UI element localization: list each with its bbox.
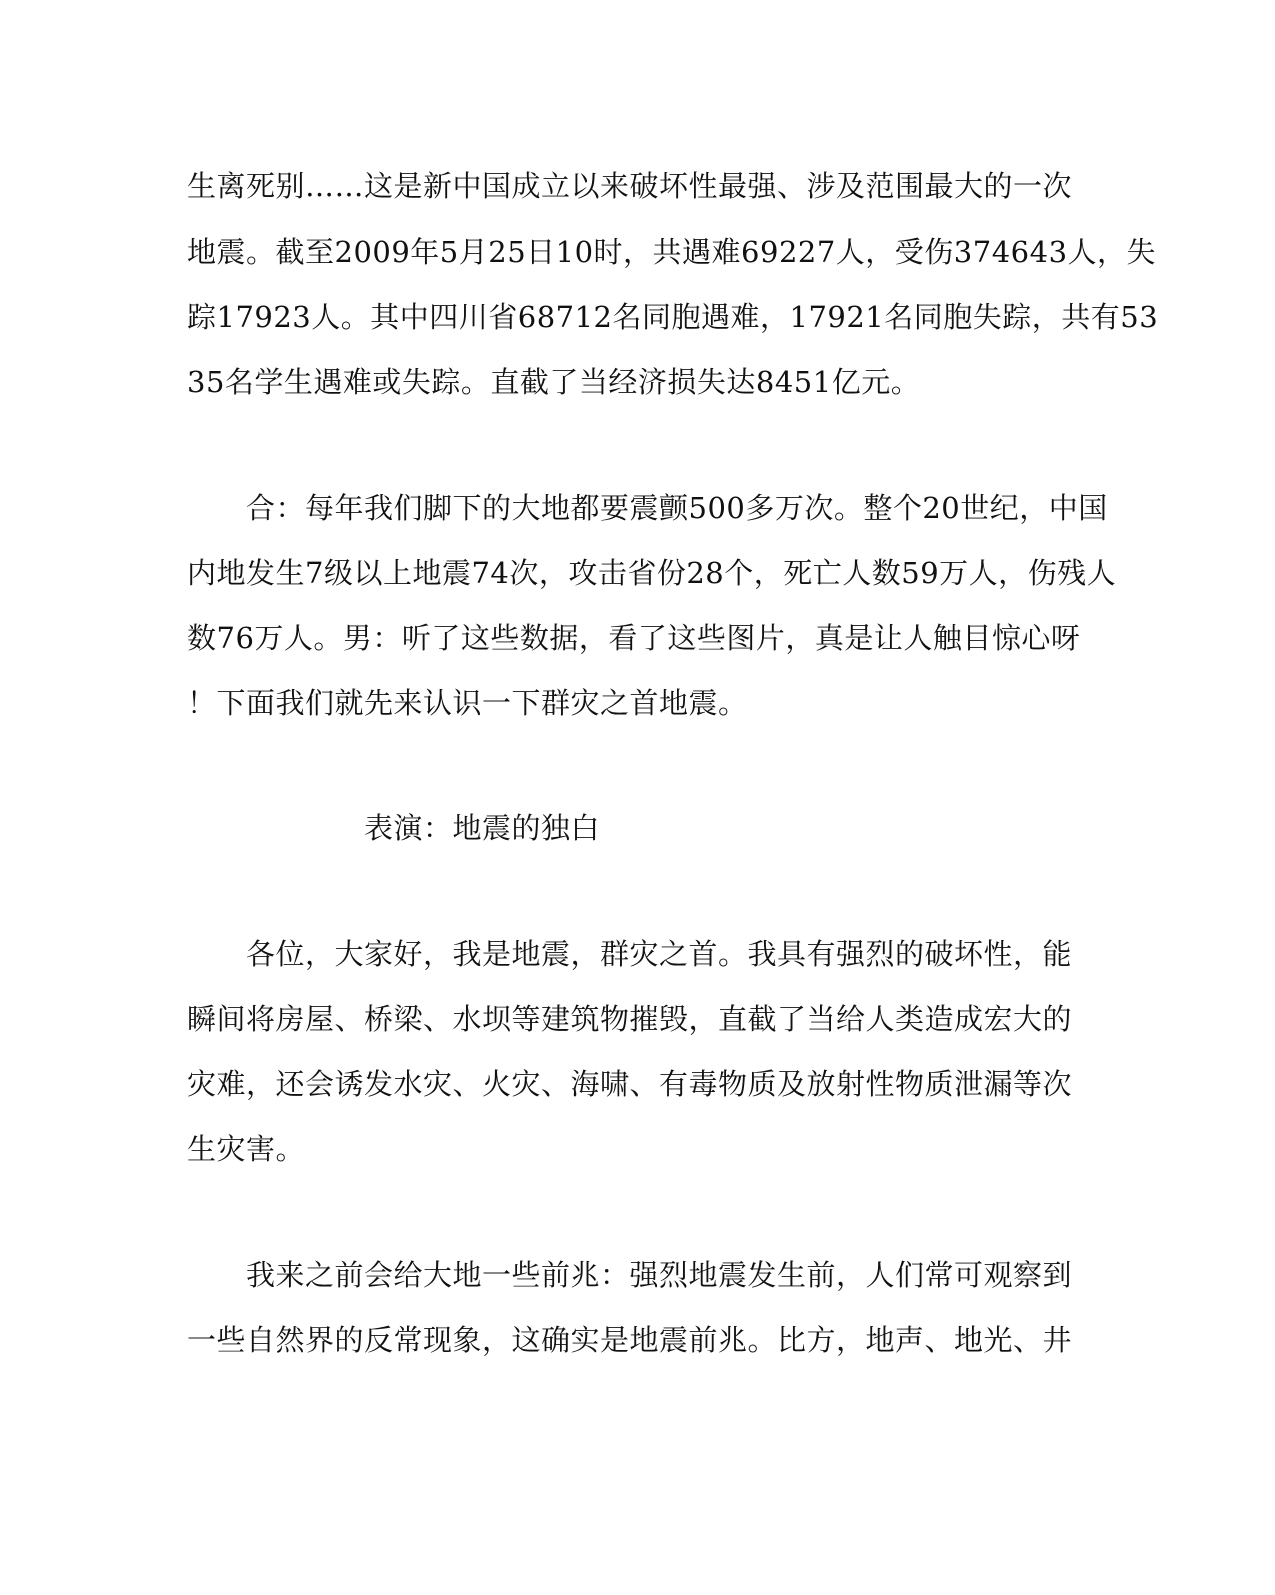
text-line: 内地发生7级以上地震74次，攻击省份28个，死亡人数59万人，伤残人	[187, 556, 1117, 590]
text-line: 合：每年我们脚下的大地都要震颤500多万次。整个20世纪，中国	[187, 491, 1108, 525]
text-line: 踪17923人。其中四川省68712名同胞遇难，17921名同胞失踪，共有53	[187, 300, 1159, 334]
text-line: 一些自然界的反常现象，这确实是地震前兆。比方，地声、地光、井	[187, 1323, 1073, 1357]
text-line: ！下面我们就先来认识一下群灾之首地震。	[187, 686, 748, 720]
text-line: 瞬间将房屋、桥梁、水坝等建筑物摧毁，直截了当给人类造成宏大的	[187, 1002, 1073, 1036]
text-line: 我来之前会给大地一些前兆：强烈地震发生前，人们常可观察到	[187, 1258, 1073, 1292]
text-line: 地震。截至2009年5月25日10时，共遇难69227人，受伤374643人，失	[187, 235, 1157, 269]
section-heading: 表演：地震的独白	[187, 811, 601, 845]
text-line: 数76万人。男：听了这些数据，看了这些图片，真是让人触目惊心呀	[187, 621, 1081, 655]
text-line: 生离死别……这是新中国成立以来破坏性最强、涉及范围最大的一次	[187, 169, 1073, 203]
text-line: 各位，大家好，我是地震，群灾之首。我具有强烈的破坏性，能	[187, 937, 1073, 971]
text-line: 生灾害。	[187, 1132, 306, 1166]
text-line: 35名学生遇难或失踪。直截了当经济损失达8451亿元。	[187, 365, 921, 399]
text-line: 灾难，还会诱发水灾、火灾、海啸、有毒物质及放射性物质泄漏等次	[187, 1067, 1073, 1101]
